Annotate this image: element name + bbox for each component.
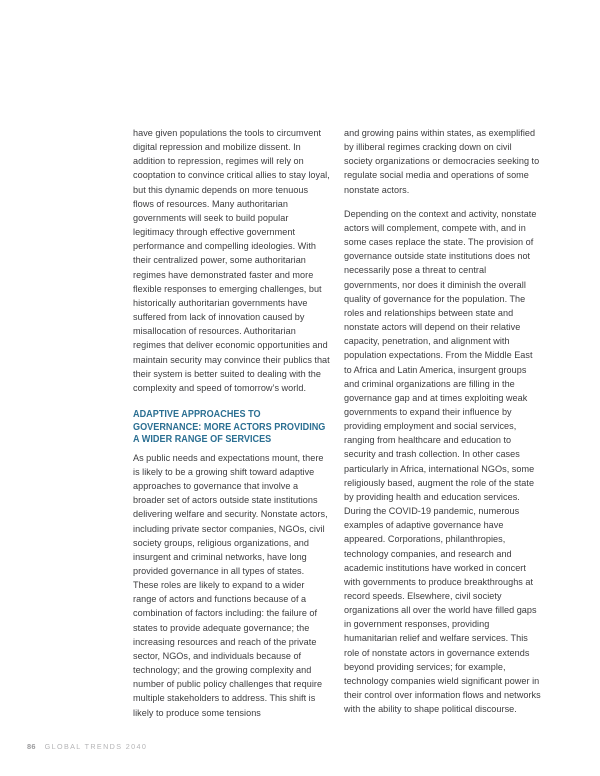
page-number: 86 [27, 742, 36, 751]
document-title: GLOBAL TRENDS 2040 [44, 742, 148, 751]
right-column [344, 126, 541, 716]
paragraph: As public needs and expectations mount, there is likely to be a growing shift toward adaptive approaches to governance that involve a broader set of actors outside state institutions delivering welfare and security. Nonstate actors, including private sector companies, NGOs, civil society groups, religious organizations, and insurgent and criminal networks, have long provided governance in all types of states. These roles are likely to expand to a wider range of actors and functions because of a combination of factors including: the failure of states to provide adequate governance; the increasing resources and reach of the private sector, NGOs, and individuals because of technology; and the growing complexity and number of public policy challenges that require multiple stakeholders to address. This shift is likely to produce some tensions [133, 452, 328, 718]
page-footer [27, 742, 147, 751]
left-column [133, 126, 330, 720]
paragraph: have given populations the tools to circumvent digital repression and mobilize dissent. In addition to repression, regimes will rely on cooptation to convince critical allies to stay loyal, but this dynamic depends on more tenuous flows of resources. Many authoritarian governments will seek to build popular legitimacy through effective government performance and compelling ideologies. With their centralized power, some authoritarian regimes have demonstrated faster and more flexible responses to emerging challenges, but historically authoritarian governments have suffered from lack of innovation caused by misallocation of resources. Authoritarian regimes that deliver economic opportunities and maintain security may convince their publics that their system is better suited to dealing with the complexity and speed of tomorrow’s world. [133, 128, 330, 393]
paragraph: and growing pains within states, as exemplified by illiberal regimes cracking down on civil society organizations or democracies seeking to regulate social media and operations of some nonstate actors. [344, 128, 540, 195]
section-heading: ADAPTIVE APPROACHES TO GOVERNANCE: MORE ACTORS PROVIDING A WIDER RANGE OF SERVICES [133, 408, 326, 446]
page-content-columns [133, 126, 542, 720]
paragraph: Depending on the context and activity, nonstate actors will complement, compete with, and in some cases replace the state. The provision of governance outside state institutions does not necessarily pose a threat to central governments, nor does it diminish the overall quality of governance for the population. The roles and relationships between state and nonstate actors will depend on their relative capacity, penetration, and alignment with population expectations. From the Middle East to Africa and Latin America, insurgent groups and criminal organizations are filling in the governance gap and at times exploiting weak governments to expand their influence by providing employment and social services, ranging from healthcare and education to security and trash collection. In other cases particularly in Africa, international NGOs, some religiously based, augment the role of the state by providing health and education services. During the COVID-19 pandemic, numerous examples of adaptive governance have appeared. Corporations, philanthropies, technology companies, and research and academic institutions have worked in concert with governments to produce breakthroughs at record speeds. Elsewhere, civil society organizations all over the world have filled gaps in government responses, providing humanitarian relief and welfare services. This role of nonstate actors in governance extends beyond providing services; for example, technology companies wield significant power in their control over information flows and networks with the ability to shape political discourse. [344, 208, 541, 715]
